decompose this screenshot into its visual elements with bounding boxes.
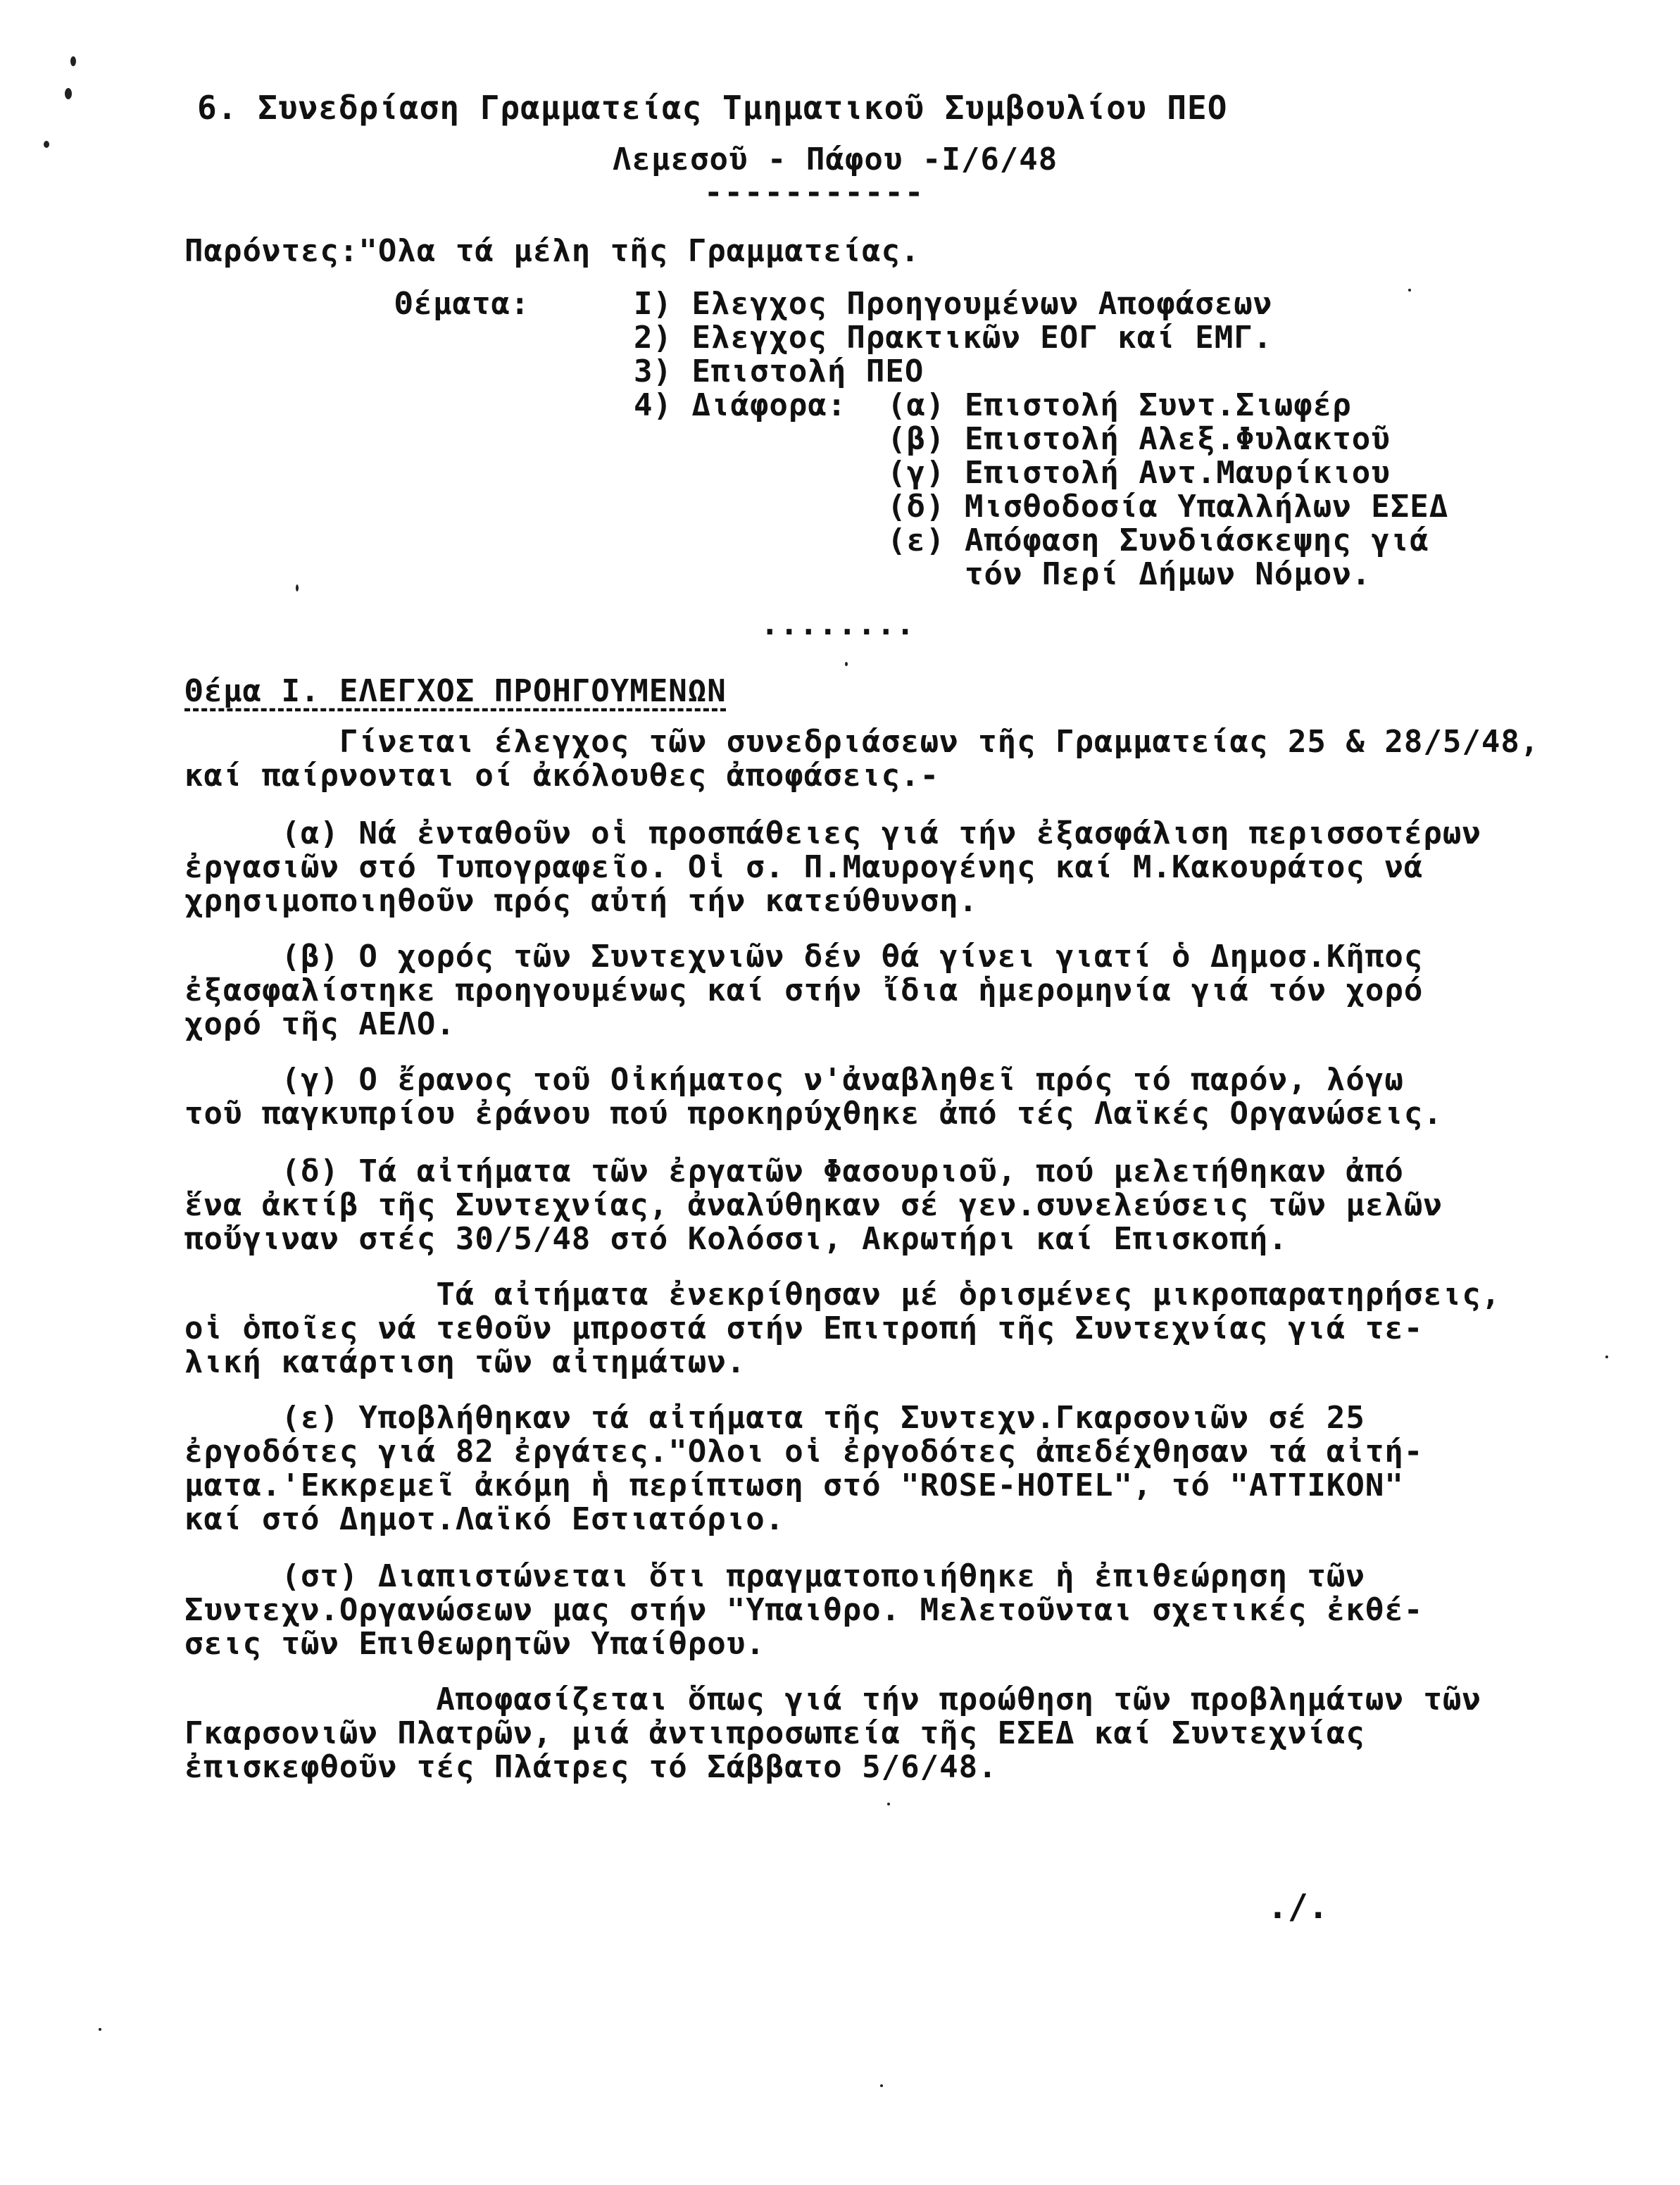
attendance-line: Παρόντες:"Ολα τά μέλη τῆς Γραμματείας. [184, 233, 920, 269]
scan-speck [880, 2084, 883, 2087]
topic-sub-item: τόν Περί Δήμων Νόμον. [887, 556, 1372, 592]
section-heading: Θέμα Ι. ΕΛΕΓΧΟΣ ΠΡΟΗΓΟΥΜΕΝΩΝ [184, 673, 727, 709]
paragraph: (γ) Ο ἔρανος τοῦ Οἰκήματος ν'ἀναβληθεῖ πρός τό παρόν, λόγω τοῦ παγκυπρίου ἐράνου πού προκηρύχθηκε ἀπό τές Λαϊκές Οργανώσεις. [184, 1062, 1443, 1132]
scan-speck [65, 88, 72, 99]
topic-sub-item: (γ) Επιστολή Αντ.Μαυρίκιου [887, 455, 1391, 491]
scan-speck [1605, 1356, 1608, 1358]
paragraph: (στ) Διαπιστώνεται ὅτι πραγματοποιήθηκε ἡ ἐπιθεώρηση τῶν Συντεχν.Οργανώσεων μας στήν "Υπαιθρο. Μελετοῦνται σχετικές ἐκθέ- σεις τῶν Επιθεωρητῶν Υπαίθρου. [184, 1558, 1424, 1662]
topics-end-marker: ........ [760, 606, 915, 642]
document-title: 6. Συνεδρίαση Γραμματείας Τμηματικοῦ Συμβουλίου ΠΕΟ [197, 89, 1228, 127]
topic-item: 4) Διάφορα: [634, 387, 847, 423]
topics-label: Θέματα: [394, 286, 530, 322]
paragraph: (β) Ο χορός τῶν Συντεχνιῶν δέν θά γίνει γιατί ὁ Δημοσ.Κῆπος ἐξασφαλίστηκε προηγουμένως καί στήν ἴδια ἡμερομηνία γιά τόν χορό χορό τῆς ΑΕΛΟ. [184, 939, 1424, 1042]
scan-speck [845, 662, 848, 666]
topic-sub-item: (α) Επιστολή Συντ.Σιωφέρ [887, 387, 1352, 423]
paragraph: (δ) Τά αἰτήματα τῶν ἐργατῶν Φασουριοῦ, πού μελετήθηκαν ἀπό ἕνα ἀκτίβ τῆς Συντεχνίας, ἀναλύθηκαν σέ γεν.συνελεύσεις τῶν μελῶν ποὔγιναν στές 30/5/48 στό Κολόσσι, Ακρωτήρι καί Επισκοπή. [184, 1153, 1443, 1257]
document-subtitle: Λεμεσοῦ - Πάφου -Ι/6/48 [613, 142, 1058, 177]
scan-speck [44, 141, 49, 148]
topic-item: 3) Επιστολή ΠΕΟ [634, 353, 924, 389]
title-separator: ----------- [704, 175, 925, 211]
topic-sub-item: (β) Επιστολή Αλεξ.Φυλακτοῦ [887, 421, 1391, 457]
scan-speck [99, 2028, 101, 2031]
scan-speck [70, 56, 76, 66]
topic-item: 2) Ελεγχος Πρακτικῶν ΕΟΓ καί ΕΜΓ. [634, 320, 1273, 356]
topic-sub-item: (δ) Μισθοδοσία Υπαλλήλων ΕΣΕΔ [887, 489, 1449, 525]
paragraph: Γίνεται έλεγχος τῶν συνεδριάσεων τῆς Γραμματείας 25 & 28/5/48, καί παίρνονται οί ἀκόλουθες ἀποφάσεις.- [184, 724, 1540, 794]
paragraph: (α) Νά ἐνταθοῦν οἱ προσπάθειες γιά τήν ἐξασφάλιση περισσοτέρων ἐργασιῶν στό Τυπογραφεῖο. Οἱ σ. Π.Μαυρογένης καί Μ.Κακουράτος νά χρησιμοποιηθοῦν πρός αὐτή τήν κατεύθυνση. [184, 815, 1481, 919]
scan-speck [887, 1803, 890, 1805]
paragraph: Τά αἰτήματα ἐνεκρίθησαν μέ ὁρισμένες μικροπαρατηρήσεις, οἱ ὁποῖες νά τεθοῦν μπροστά στήν Επιτροπή τῆς Συντεχνίας γιά τε- λική κατάρτιση τῶν αἰτημάτων. [184, 1277, 1501, 1380]
paragraph: (ε) Υποβλήθηκαν τά αἰτήματα τῆς Συντεχν.Γκαρσονιῶν σέ 25 ἐργοδότες γιά 82 ἐργάτες."Ολοι οἱ ἐργοδότες ἀπεδέχθησαν τά αἰτή- ματα.'Εκκρεμεῖ ἀκόμη ἡ περίπτωση στό "ROSE-HOTEL", τό "ATTIKON" καί στό Δημοτ.Λαϊκό Εστιατόριο. [184, 1400, 1424, 1537]
topic-item: Ι) Ελεγχος Προηγουμένων Αποφάσεων [634, 286, 1273, 322]
topic-sub-item: (ε) Απόφαση Συνδιάσκεψης γιά [887, 522, 1429, 558]
scan-speck [296, 584, 299, 591]
continuation-mark: ./. [1267, 1887, 1329, 1927]
scan-speck [1408, 289, 1411, 292]
paragraph: Αποφασίζεται ὅπως γιά τήν προώθηση τῶν προβλημάτων τῶν Γκαρσονιῶν Πλατρῶν, μιά ἀντιπροσωπεία τῆς ΕΣΕΔ καί Συντεχνίας ἐπισκεφθοῦν τές Πλάτρες τό Σάββατο 5/6/48. [184, 1682, 1481, 1785]
